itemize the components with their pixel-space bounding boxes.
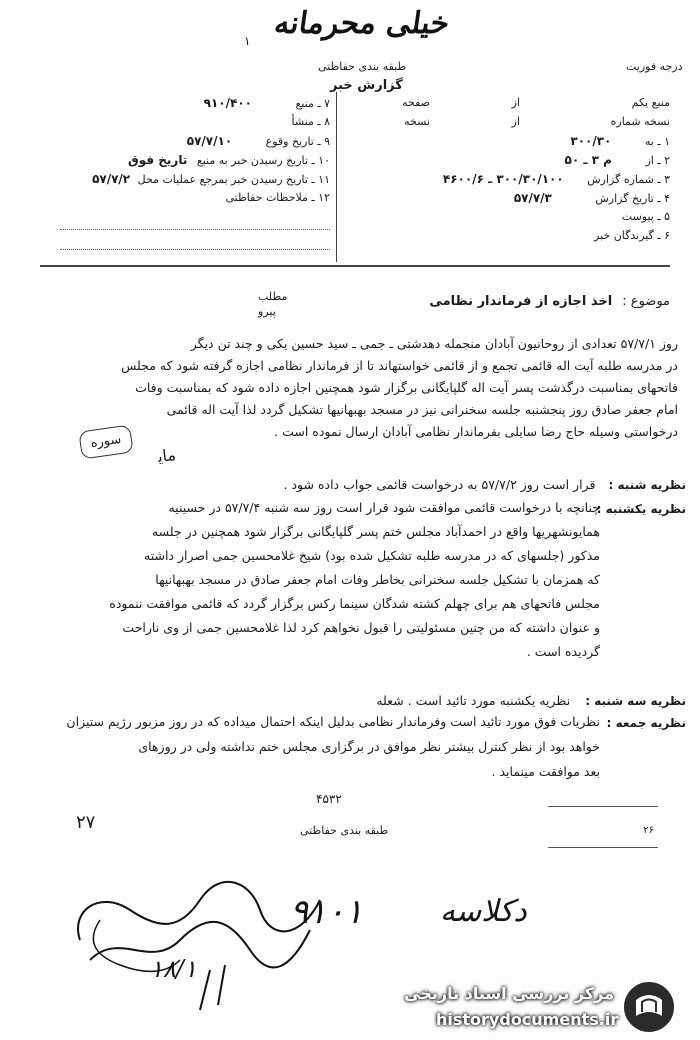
field-label: ۷ ـ منبع (295, 97, 330, 110)
field-label: نسخه شماره (610, 115, 670, 128)
side-stamp: سوره (78, 425, 133, 460)
field-label: ۱۱ ـ تاریخ رسیدن خبر بمرجع عملیات محل (137, 173, 330, 186)
bottom-classification: طبقه بندی حفاظتی (300, 824, 389, 837)
field-extra2: صفحه (402, 96, 430, 109)
opinion-sunday-label: نظریه یکشنبه : (596, 502, 686, 516)
opinion-friday-label: نظریه جمعه : (606, 716, 686, 730)
field-row (350, 191, 670, 210)
document-title: خیلی محرمانه (272, 6, 452, 41)
opinion-line: همایونشهریها واقع در احمدآباد مجلس ختم پسر گلپایگانی برگزار شود همچنین در جلسه (151, 524, 600, 539)
body-line: درخواستی وسیله حاج رضا سایلی بفرماندار نظامی آبادان ارسال نموده است . (274, 424, 678, 439)
right-fields (350, 96, 670, 248)
field-row (40, 191, 330, 210)
page-number: ۲۷ (76, 812, 96, 833)
field-value: ۵۷/۷/۳ (513, 191, 552, 205)
subject-label: موضوع : (622, 294, 670, 309)
watermark-title: مرکز بررسی اسناد تاریخی (404, 984, 614, 1003)
stamp-number: ۲۶ (643, 825, 654, 836)
report-body (38, 336, 678, 440)
field-label: ۱ ـ به (644, 135, 670, 148)
field-extra2: نسخه (404, 115, 430, 128)
field-row (350, 172, 670, 191)
watermark-url[interactable]: historydocuments.ir (436, 1010, 619, 1029)
field-row (350, 229, 670, 248)
field-row (40, 153, 330, 172)
header-divider (40, 265, 670, 267)
priority-label: درجه فوریت (626, 60, 683, 73)
field-row (40, 134, 330, 153)
field-label: ۹ ـ تاریخ وقوع (265, 135, 330, 148)
field-value: تاریخ فوق (127, 153, 188, 167)
body-line: فاتحهای بمناسبت درگذشت پسر آیت اله گلپایگانی برگزار شود همچنین اجازه داده شود که بمناسبت وفات (135, 380, 678, 395)
handwritten-mark: ماﯾ (157, 445, 177, 466)
field-row (40, 172, 330, 191)
opinion-line: گردیده است . (526, 644, 600, 659)
opinion-text: قرار است روز ۵۷/۷/۲ به درخواست قائمی جواب داده شود . (283, 477, 596, 492)
field-label: ۱۲ ـ ملاحظات حفاظتی (225, 191, 330, 204)
opinion-line: که همزمان با تشکیل جلسه سخنرانی بخاطر وفات امام جعفر صادق در مسجد بهبهانیها (155, 572, 600, 587)
opinion-tuesday (36, 690, 686, 709)
field-label: ۸ ـ منشأ (291, 115, 330, 128)
handwritten-word: دکلاسه (440, 894, 527, 929)
field-row (350, 115, 670, 134)
opinion-friday (35, 714, 600, 780)
side-note-2: پیرو (258, 305, 276, 318)
registration-stamp (548, 806, 658, 848)
field-row (350, 153, 670, 172)
field-row (40, 96, 330, 115)
field-row (40, 115, 330, 134)
side-note: مطلب (258, 290, 288, 303)
opinion-line: مذکور (جلسهای که در مدرسه طلبه تشکیل شده بود) شیخ غلامحسین جمی اصرار داشته (144, 548, 600, 563)
subject-text: اخذ اجازه از فرماندار نظامی (429, 294, 613, 309)
opinion-line: خواهد بود از نظر کنترل بیشتر نظر موافق در برگزاری مجلس ختم نداشته ولی در روزهای (138, 739, 600, 754)
field-label: ۳ ـ شماره گزارش (587, 173, 670, 186)
opinion-line: بعد موافقت مینماید . (491, 764, 600, 779)
field-value: ۵۷/۷/۱۰ (186, 134, 233, 148)
opinion-line: مجلس فاتحهای هم برای چهلم کشته شدگان سینما رکس برگزار گردد که قائمی موافقت ننموده (109, 596, 600, 611)
handwritten-number: ۹۱۰۱ (290, 892, 364, 932)
opinion-saturday (36, 474, 686, 493)
column-divider (336, 92, 337, 262)
field-label: ۶ ـ گیرندگان خبر (594, 229, 670, 242)
serial-number: ۴۵۳۲ (316, 792, 342, 806)
field-value: ۹۱۰/۴۰۰ (203, 96, 252, 110)
field-label: ۱۰ ـ تاریخ رسیدن خبر به منبع (196, 154, 330, 167)
body-line: در مدرسه طلبه آیت اله قائمی تجمع و از قائمی خواستهاند تا از فرماندار نظامی اجازه گرفته شود که مجلس (121, 358, 678, 373)
title-number: ۱ (244, 34, 251, 48)
field-value: م ۳ ـ ۵۰ (564, 153, 612, 167)
field-row (350, 210, 670, 229)
report-type: گزارش خبر (330, 78, 403, 93)
blank-line (60, 230, 330, 250)
field-label: ۲ ـ از (645, 154, 670, 167)
body-line: امام جعفر صادق روز پنجشنبه جلسه سخنرانی نیز در مسجد بهبهانیها تشکیل گردد لذا آیت اله قائمی (166, 402, 678, 417)
opinion-sunday (35, 500, 600, 660)
field-extra: از (511, 96, 520, 109)
opinion-text: نظریه یکشنبه مورد تائید است . شعله (376, 693, 571, 708)
field-label: ۵ ـ پیوست (621, 210, 670, 223)
field-row (350, 96, 670, 115)
opinion-label: نظریه سه شنبه : (585, 694, 686, 708)
blank-line (60, 210, 330, 230)
handwritten-date: ۱۸/۱ (150, 955, 197, 983)
opinion-label: نظریه شنبه : (608, 478, 686, 492)
field-label: منبع یکم (631, 96, 670, 109)
archive-logo-icon (620, 978, 678, 1036)
field-extra: از (511, 115, 520, 128)
field-row (350, 134, 670, 153)
field-value: ۳۰۰/۳۰ (570, 134, 612, 148)
field-value: ۳۰۰/۳۰/۱۰۰ ـ ۴۶۰۰/۶ (442, 172, 564, 186)
left-fields (40, 96, 330, 250)
opinion-line: چنانچه با درخواست قائمی موافقت شود قرار است روز سه شنبه ۵۷/۷/۴ در حسینیه (168, 500, 600, 515)
opinion-line: و عنوان داشته که من چنین مسئولیتی را قبول نخواهم کرد لذا غلامحسین جمی از وی ناراحت (122, 620, 600, 635)
field-value: ۵۷/۷/۲ (92, 172, 131, 186)
subject (429, 294, 670, 309)
field-label: ۴ ـ تاریخ گزارش (595, 192, 670, 205)
opinion-line: نظریات فوق مورد تائید است وفرماندار نظامی بدلیل اینکه احتمال میداده که در روز مزبور رژیم ستیزان (66, 714, 600, 729)
body-line: روز ۵۷/۷/۱ تعدادی از روحانیون آبادان منجمله دهدشتی ـ جمی ـ سید حسین یکی و چند تن دیگر (190, 336, 678, 351)
security-classification: طبقه بندی حفاظتی (318, 60, 407, 73)
